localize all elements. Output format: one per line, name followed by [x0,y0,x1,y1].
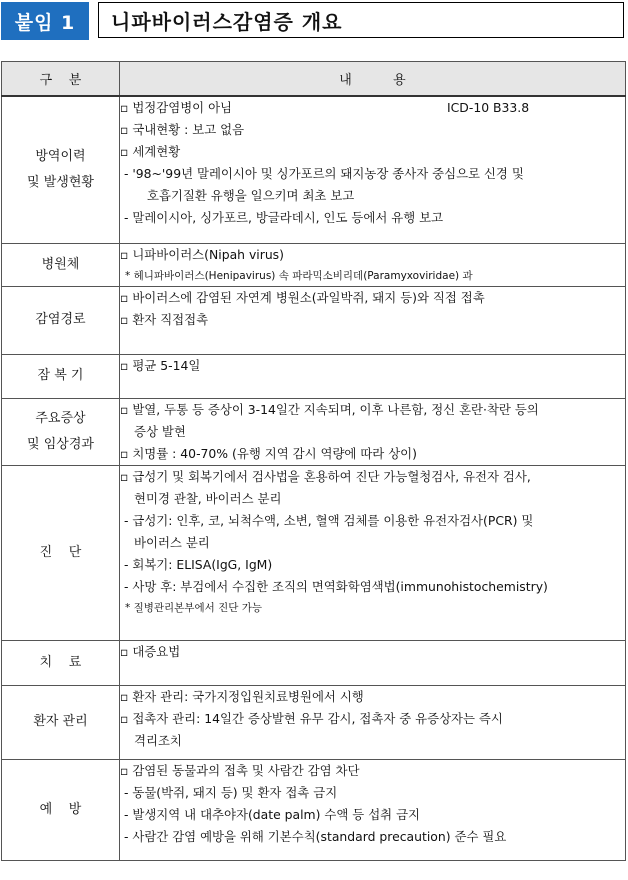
content-line [120,782,625,804]
content-line [120,119,625,141]
table-row [2,243,626,286]
table-row [2,465,626,640]
content-text: ▫ 국내현황 : 보고 없음 [120,122,245,137]
content-text: ▫ 법정감염병이 아님 [120,100,233,115]
content-line [120,760,625,782]
content-text: 격리조치 [134,732,182,748]
content-line [120,730,625,752]
row-content [120,286,626,354]
content-text: - 발생지역 내 대추야자(date palm) 수액 등 섭취 금지 [120,806,421,822]
row-label [2,465,120,640]
table-row [2,759,626,860]
overview-table [1,61,626,861]
row-label-line: 예 방 [39,801,82,817]
row-label [2,286,120,354]
footnote-line [120,598,625,618]
row-content [120,354,626,398]
content-text: ▫ 감염된 동물과의 접촉 및 사람간 감염 차단 [120,762,360,778]
content-text: 현미경 관찰, 바이러스 분리 [134,490,282,506]
row-label [2,640,120,685]
content-line [120,141,625,163]
content-text: - 회복기: ELISA(IgG, IgM) [120,556,273,572]
content-line [120,686,625,708]
row-label [2,398,120,465]
title-box [98,2,624,38]
content-text: ▫ 발열, 두통 등 증상이 3-14일간 지속되며, 이후 나른함, 정신 혼란·착란 등의 [120,401,539,417]
content-text: - 급성기: 인후, 코, 뇌척수액, 소변, 혈액 검체를 이용한 유전자검사(PCR) 및 [120,512,534,528]
content-line [120,532,625,554]
content-line [120,399,625,421]
content-line [120,708,625,730]
content-line [120,576,625,598]
row-label-line: 방역이력 [35,148,86,164]
content-line [120,287,625,309]
content-text: ▫ 평균 5-14일 [120,357,201,373]
content-text: - '98~'99년 말레이시아 및 싱가포르의 돼지농장 종사자 중심으로 신경 및 [120,166,524,181]
content-line [120,244,625,266]
content-line [120,826,625,848]
row-label-line: 및 임상경과 [27,436,94,452]
table-row [2,640,626,685]
content-text: ▫ 환자 직접접촉 [120,311,209,327]
row-content [120,465,626,640]
row-label [2,759,120,860]
row-label-line: 감염경로 [35,312,86,327]
content-text: 호흡기질환 유행을 일으키며 최초 보고 [147,188,355,203]
row-label [2,354,120,398]
row-label-line: 주요증상 [35,410,86,426]
document-header [1,2,626,40]
row-content [120,640,626,685]
content-line [120,355,625,377]
content-line [120,185,625,207]
content-line [120,488,625,510]
content-text: - 사람간 감염 예방을 위해 기본수칙(standard precaution) 준수 필요 [120,828,507,844]
table-row [2,685,626,759]
row-label-line: 및 발생현황 [27,174,94,190]
content-text: ▫ 환자 관리: 국가지정입원치료병원에서 시행 [120,688,364,704]
content-line [120,554,625,576]
attachment-badge: 붙임 1 [1,2,89,40]
row-content [120,398,626,465]
content-text: 바이러스 분리 [134,534,210,550]
content-text: ▫ 치명률 : 40-70% (유행 지역 감시 역량에 따라 상이) [120,445,417,461]
content-line [120,207,625,229]
content-text: * 헤니파바이러스(Henipavirus) 속 파라믹소비리데(Paramyxoviridae) 과 [125,269,473,282]
row-label [2,685,120,759]
content-line [120,510,625,532]
column-header-category: 구 분 [2,62,120,97]
column-header-content: 내 용 [120,62,626,97]
content-text: ▫ 대증요법 [120,643,181,659]
table-row [2,398,626,465]
table-header-row [2,62,626,97]
row-content [120,96,626,243]
table-row [2,354,626,398]
page-title: 니파바이러스감염증 개요 [111,9,343,34]
content-text: * 질병관리본부에서 진단 가능 [125,601,262,614]
content-line [120,421,625,443]
row-label-line: 잠 복 기 [37,368,84,383]
content-line [120,443,625,465]
content-text: - 말레이시아, 싱가포르, 방글라데시, 인도 등에서 유행 보고 [120,210,444,225]
row-content [120,685,626,759]
content-text: 증상 발현 [134,423,186,439]
row-label-line: 환자 관리 [33,714,88,729]
row-label [2,243,120,286]
footnote-line [120,266,625,286]
content-line [120,466,625,488]
row-label [2,96,120,243]
content-text: ▫ 급성기 및 회복기에서 검사법을 혼용하여 진단 가능혈청검사, 유전자 검사, [120,468,531,484]
content-text: ▫ 세계현황 [120,144,181,159]
table-row [2,286,626,354]
row-content [120,243,626,286]
content-line [120,641,625,663]
content-line [120,97,625,119]
table-row [2,96,626,243]
content-text: ▫ 접촉자 관리: 14일간 증상발현 유무 감시, 접촉자 중 유증상자는 즉시 [120,710,503,726]
content-text: ▫ 니파바이러스(Nipah virus) [120,246,284,262]
content-text: - 동물(박쥐, 돼지 등) 및 환자 접촉 금지 [120,784,338,800]
icd-code: ICD-10 B33.8 [447,100,530,115]
row-label-line: 병원체 [41,256,80,272]
row-label-line: 진 단 [39,544,82,560]
content-line [120,804,625,826]
content-line [120,163,625,185]
row-label-line: 치 료 [39,654,82,670]
row-content [120,759,626,860]
content-text: - 사망 후: 부검에서 수집한 조직의 면역화학염색법(immunohistochemistry) [120,578,548,594]
content-text: ▫ 바이러스에 감염된 자연계 병원소(과일박쥐, 돼지 등)와 직접 접촉 [120,289,485,305]
content-line [120,309,625,331]
